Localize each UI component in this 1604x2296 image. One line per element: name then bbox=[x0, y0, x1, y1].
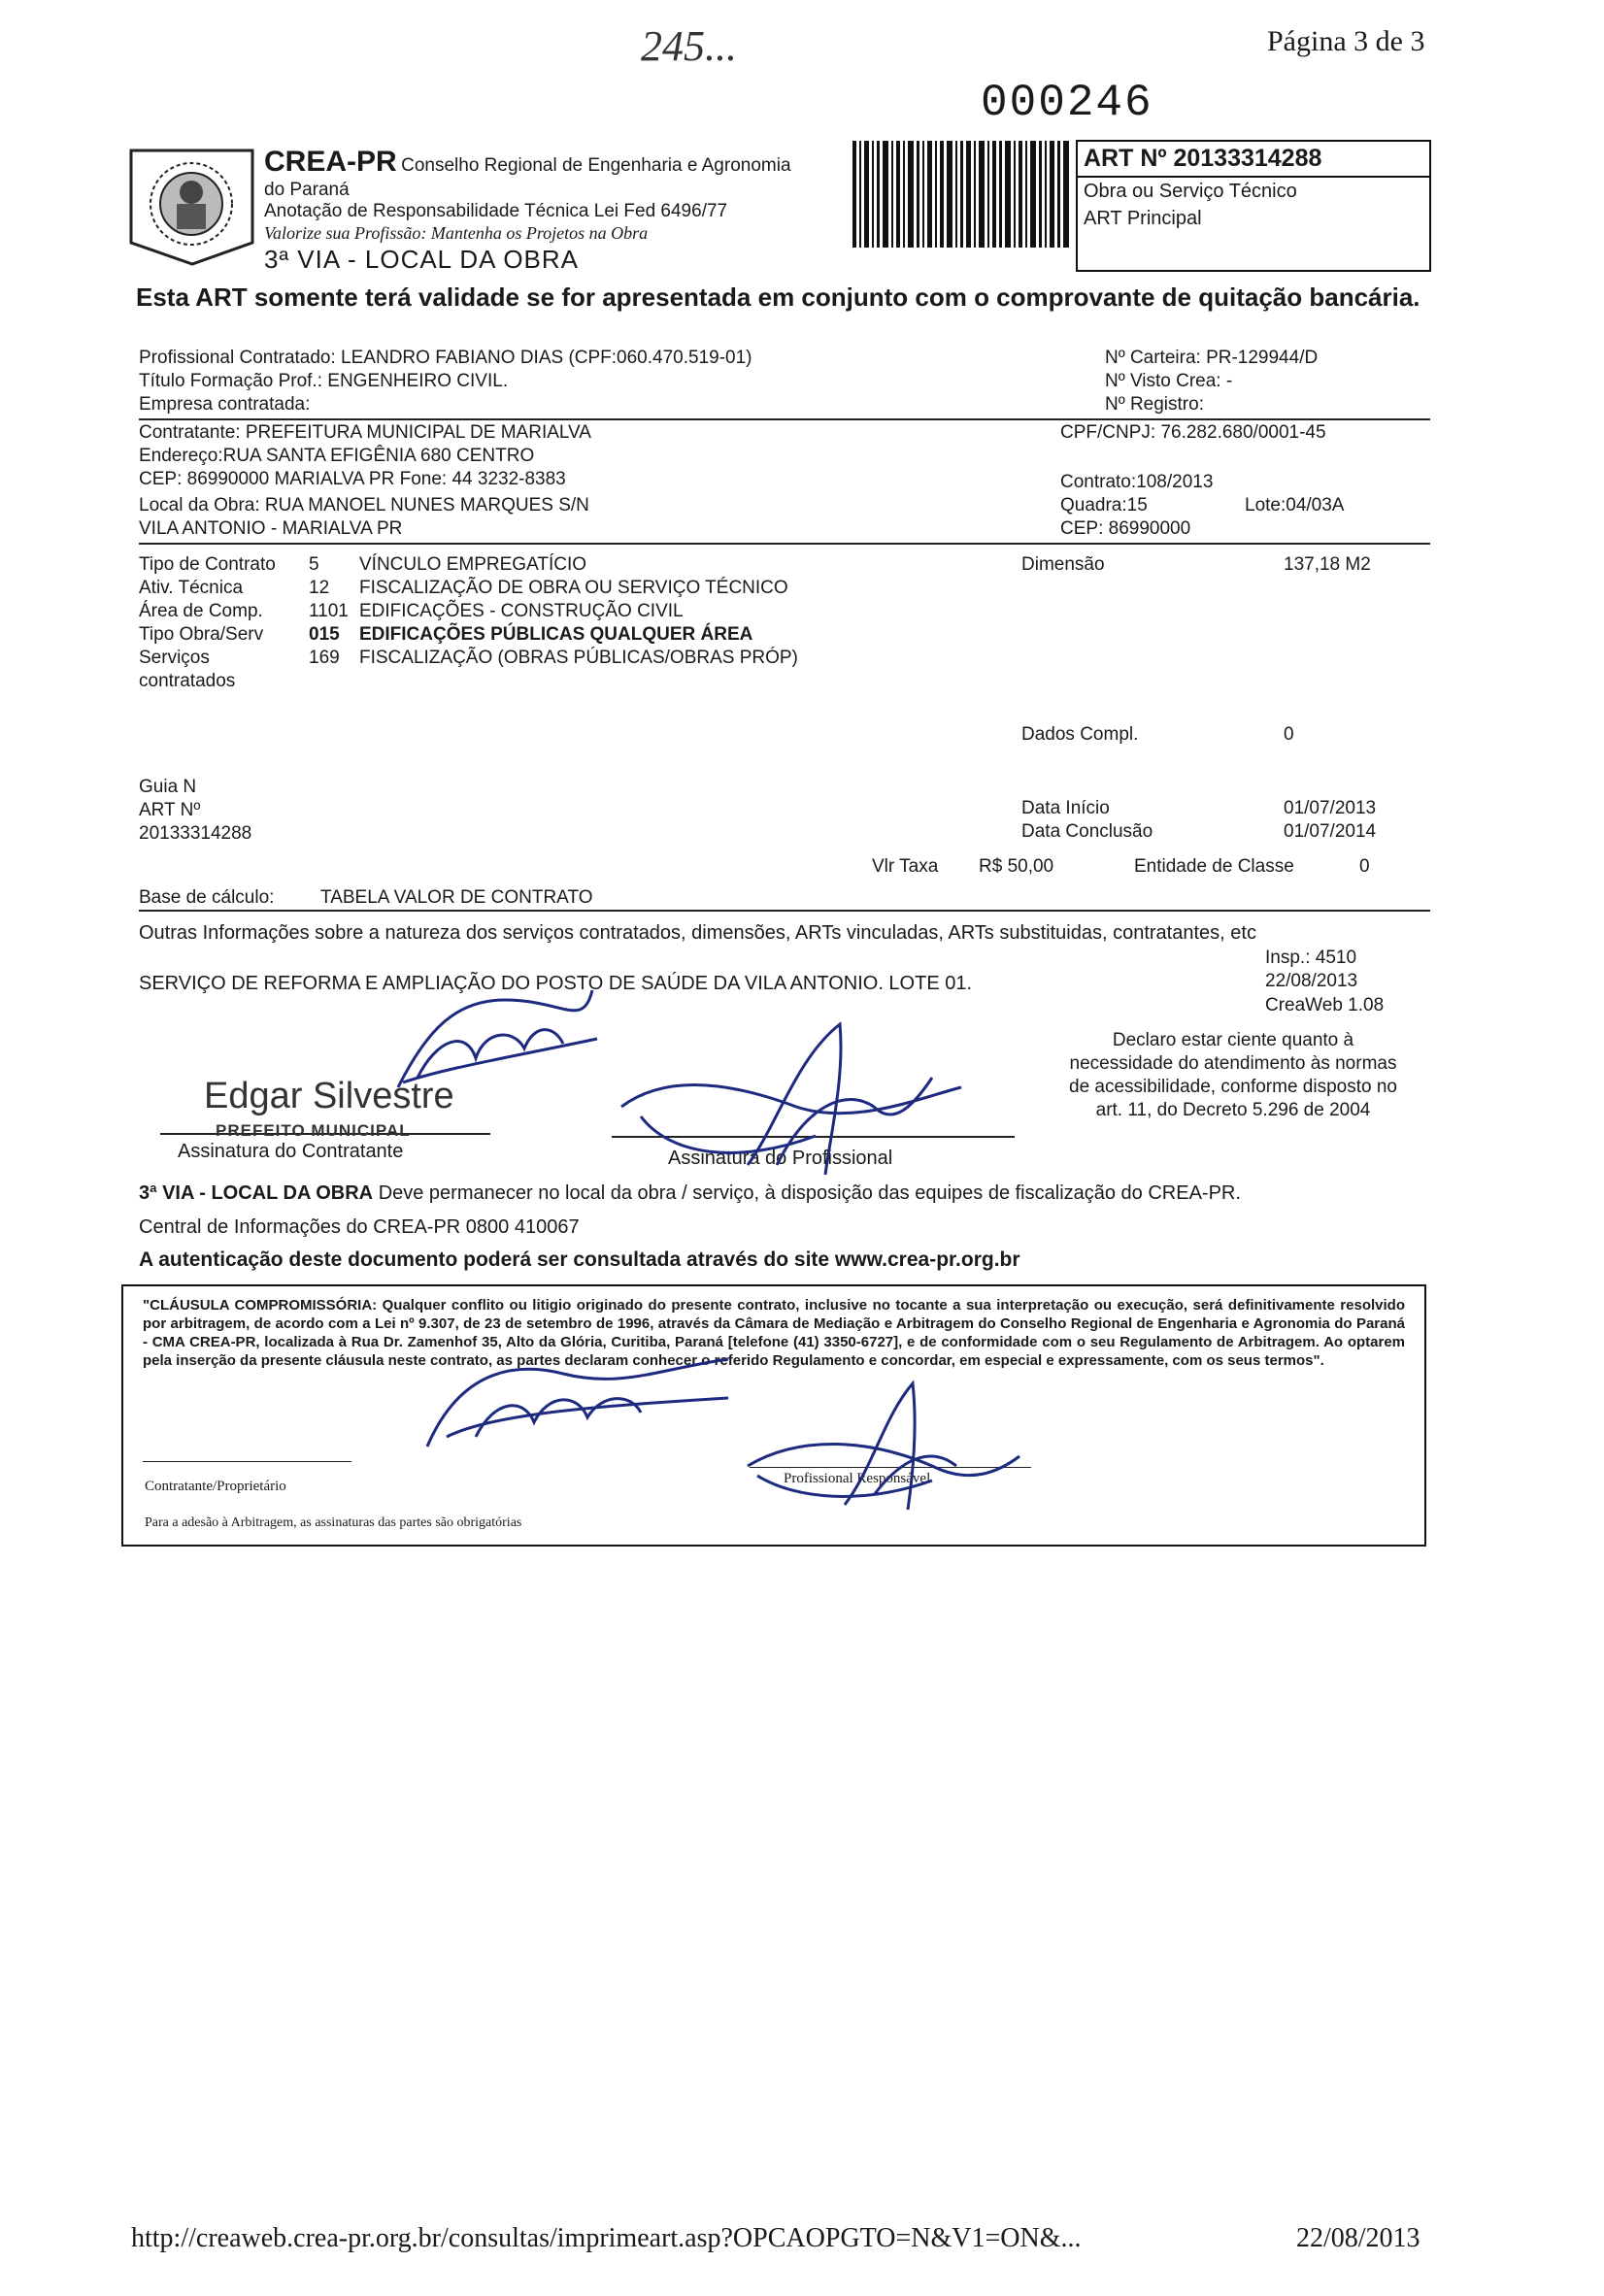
stamp-name: Edgar Silvestre bbox=[204, 1076, 454, 1116]
arbitration-clause-box bbox=[121, 1284, 1426, 1547]
stamp-title: PREFEITO MUNICIPAL bbox=[216, 1121, 411, 1140]
inspection-date: 22/08/2013 bbox=[1265, 971, 1358, 991]
declaration-line: art. 11, do Decreto 5.296 de 2004 bbox=[1095, 1100, 1371, 1120]
dimension-label: Dimensão bbox=[1021, 554, 1105, 575]
org-name: CREA-PR bbox=[264, 146, 397, 178]
registro-number: Nº Registro: bbox=[1105, 394, 1204, 415]
detail-value-work-type: EDIFICAÇÕES PÚBLICAS QUALQUER ÁREA bbox=[359, 624, 753, 645]
document-number: 000246 bbox=[981, 78, 1153, 128]
declaration-line: necessidade do atendimento às normas bbox=[1069, 1053, 1397, 1074]
service-description: SERVIÇO DE REFORMA E AMPLIAÇÃO DO POSTO DE SAÚDE DA VILA ANTONIO. LOTE 01. bbox=[139, 973, 973, 994]
declaration-line: Declaro estar ciente quanto à bbox=[1112, 1030, 1354, 1050]
detail-value-services: FISCALIZAÇÃO (OBRAS PÚBLICAS/OBRAS PRÓP) bbox=[359, 648, 798, 668]
art-type-line2: ART Principal bbox=[1084, 208, 1202, 229]
footer-url: http://creaweb.crea-pr.org.br/consultas/imprimeart.asp?OPCAOPGTO=N&V1=ON&... bbox=[131, 2223, 1082, 2253]
contract-number: Contrato:108/2013 bbox=[1060, 472, 1214, 492]
art-type-line1: Obra ou Serviço Técnico bbox=[1084, 181, 1297, 202]
start-date-value: 01/07/2013 bbox=[1284, 798, 1377, 818]
detail-label-services: Serviços bbox=[139, 648, 210, 668]
arbitration-clause-text: "CLÁUSULA COMPROMISSÓRIA: Qualquer conflito ou litigio originado do presente contrato, inclusive no tocante a sua interpretação ou execução, será definitivamente resolvido por arbitragem, de acordo com a Lei nº 9.307, de 23 de setembro de 1996, através da Câmara de Mediação e Arbitragem do Conselho Regional de Engenharia e Agronomia do Paraná - CMA CREA-PR, localizada à Rua Dr. Zamenhof 35, Alto da Glória, Curitiba, Paraná [telefone (41) 3350-6727], e de conformidade com o seu Regulamento de Arbitragem. Ao optarem pela inserção da presente cláusula neste contrato, as partes declaram conhecer o referido Regulamento e concordar, em especial e expressamente, com os seus termos". bbox=[143, 1297, 1405, 1369]
detail-code-area: 1101 bbox=[309, 601, 349, 621]
via-notice-bold: 3ª VIA - LOCAL DA OBRA bbox=[139, 1182, 374, 1204]
detail-code-contract-type: 5 bbox=[309, 554, 319, 575]
info-center: Central de Informações do CREA-PR 0800 410067 bbox=[139, 1216, 580, 1238]
professional-contracted: Profissional Contratado: LEANDRO FABIANO DIAS (CPF:060.470.519-01) bbox=[139, 348, 752, 368]
calc-base-label: Base de cálculo: bbox=[139, 887, 275, 908]
barcode bbox=[852, 141, 1071, 248]
class-entity-label: Entidade de Classe bbox=[1134, 856, 1294, 877]
org-full-name: Conselho Regional de Engenharia e Agronomia bbox=[401, 155, 791, 176]
via-notice-text: Deve permanecer no local da obra / serviço, à disposição das equipes de fiscalização do CREA-PR. bbox=[378, 1182, 1241, 1204]
visto-crea: Nº Visto Crea: - bbox=[1105, 371, 1233, 391]
work-neighborhood: VILA ANTONIO - MARIALVA PR bbox=[139, 518, 403, 539]
detail-code-activity: 12 bbox=[309, 578, 330, 598]
authentication-notice: A autenticação deste documento poderá ser consultada através do site www.crea-pr.org.br bbox=[139, 1248, 1020, 1271]
lote: Lote:04/03A bbox=[1245, 495, 1345, 516]
header-org-line bbox=[264, 146, 791, 179]
dimension-value: 137,18 M2 bbox=[1284, 554, 1371, 575]
fee-value: R$ 50,00 bbox=[979, 856, 1054, 877]
detail-label-area: Área de Comp. bbox=[139, 601, 263, 621]
detail-label-work-type: Tipo Obra/Serv bbox=[139, 624, 264, 645]
carteira-number: Nº Carteira: PR-129944/D bbox=[1105, 348, 1319, 368]
quadra: Quadra:15 bbox=[1060, 495, 1148, 516]
art-number-box bbox=[1076, 140, 1431, 272]
calc-base-value: TABELA VALOR DE CONTRATO bbox=[320, 887, 593, 908]
inspection-number: Insp.: 4510 bbox=[1265, 948, 1357, 968]
contratante-signature-label: Assinatura do Contratante bbox=[178, 1141, 404, 1162]
law-text: Anotação de Responsabilidade Técnica Lei Fed 6496/77 bbox=[264, 201, 728, 221]
end-date-value: 01/07/2014 bbox=[1284, 821, 1377, 842]
additional-data-label: Dados Compl. bbox=[1021, 724, 1139, 745]
profissional-signature-label: Assinatura do Profissional bbox=[668, 1148, 893, 1169]
declaration-line: de acessibilidade, conforme disposto no bbox=[1069, 1077, 1397, 1097]
slogan: Valorize sua Profissão: Mantenha os Projetos na Obra bbox=[264, 223, 649, 243]
divider bbox=[139, 543, 1430, 545]
crea-seal-logo bbox=[126, 146, 257, 267]
divider bbox=[139, 418, 1430, 420]
org-state: do Paraná bbox=[264, 180, 350, 200]
work-location: Local da Obra: RUA MANOEL NUNES MARQUES S/N bbox=[139, 495, 589, 516]
validity-warning: Esta ART somente terá validade se for apresentada em conjunto com o comprovante de quitação bancária. bbox=[136, 283, 1420, 312]
detail-code-services: 169 bbox=[309, 648, 340, 668]
detail-value-area: EDIFICAÇÕES - CONSTRUÇÃO CIVIL bbox=[359, 601, 684, 621]
handwritten-page-number: 245... bbox=[641, 22, 737, 70]
cpf-cnpj: CPF/CNPJ: 76.282.680/0001-45 bbox=[1060, 422, 1326, 443]
detail-label-services-extra: contratados bbox=[139, 671, 236, 691]
divider bbox=[139, 910, 1430, 912]
additional-data-value: 0 bbox=[1284, 724, 1294, 745]
accessibility-declaration bbox=[1039, 1029, 1427, 1122]
contratante-clause-label: Contratante/Proprietário bbox=[145, 1479, 286, 1494]
work-cep: CEP: 86990000 bbox=[1060, 518, 1191, 539]
creaweb-version: CreaWeb 1.08 bbox=[1265, 995, 1385, 1015]
via-header: 3ª VIA - LOCAL DA OBRA bbox=[264, 245, 579, 274]
contratante: Contratante: PREFEITURA MUNICIPAL DE MARIALVA bbox=[139, 422, 591, 443]
profissional-clause-line bbox=[750, 1467, 1031, 1468]
guia-art-number: 20133314288 bbox=[139, 823, 252, 844]
contratante-address: Endereço:RUA SANTA EFIGÊNIA 680 CENTRO bbox=[139, 446, 535, 466]
end-date-label: Data Conclusão bbox=[1021, 821, 1153, 842]
detail-code-work-type: 015 bbox=[309, 624, 340, 645]
arbitration-note: Para a adesão à Arbitragem, as assinaturas das partes são obrigatórias bbox=[145, 1515, 522, 1530]
fee-label: Vlr Taxa bbox=[872, 856, 939, 877]
art-number: ART Nº 20133314288 bbox=[1078, 142, 1429, 178]
guia-label: Guia N bbox=[139, 777, 197, 797]
detail-value-contract-type: VÍNCULO EMPREGATÍCIO bbox=[359, 554, 587, 575]
page-number: Página 3 de 3 bbox=[1267, 25, 1425, 57]
detail-label-contract-type: Tipo de Contrato bbox=[139, 554, 276, 575]
signature-line-profissional bbox=[612, 1136, 1015, 1138]
detail-value-activity: FISCALIZAÇÃO DE OBRA OU SERVIÇO TÉCNICO bbox=[359, 578, 788, 598]
contratante-cep-phone: CEP: 86990000 MARIALVA PR Fone: 44 3232-8383 bbox=[139, 469, 566, 489]
footer-date: 22/08/2013 bbox=[1296, 2223, 1420, 2253]
class-entity-value: 0 bbox=[1359, 856, 1370, 877]
company-contracted: Empresa contratada: bbox=[139, 394, 311, 415]
professional-title: Título Formação Prof.: ENGENHEIRO CIVIL. bbox=[139, 371, 509, 391]
contratante-clause-line bbox=[143, 1461, 351, 1462]
via-notice bbox=[139, 1182, 1241, 1205]
detail-label-activity: Ativ. Técnica bbox=[139, 578, 244, 598]
other-info-heading: Outras Informações sobre a natureza dos serviços contratados, dimensões, ARTs vinculadas, ARTs substituidas, contratantes, etc bbox=[139, 922, 1256, 944]
start-date-label: Data Início bbox=[1021, 798, 1110, 818]
guia-art-label: ART Nº bbox=[139, 800, 201, 820]
profissional-clause-label: Profissional Responsável bbox=[784, 1471, 931, 1486]
